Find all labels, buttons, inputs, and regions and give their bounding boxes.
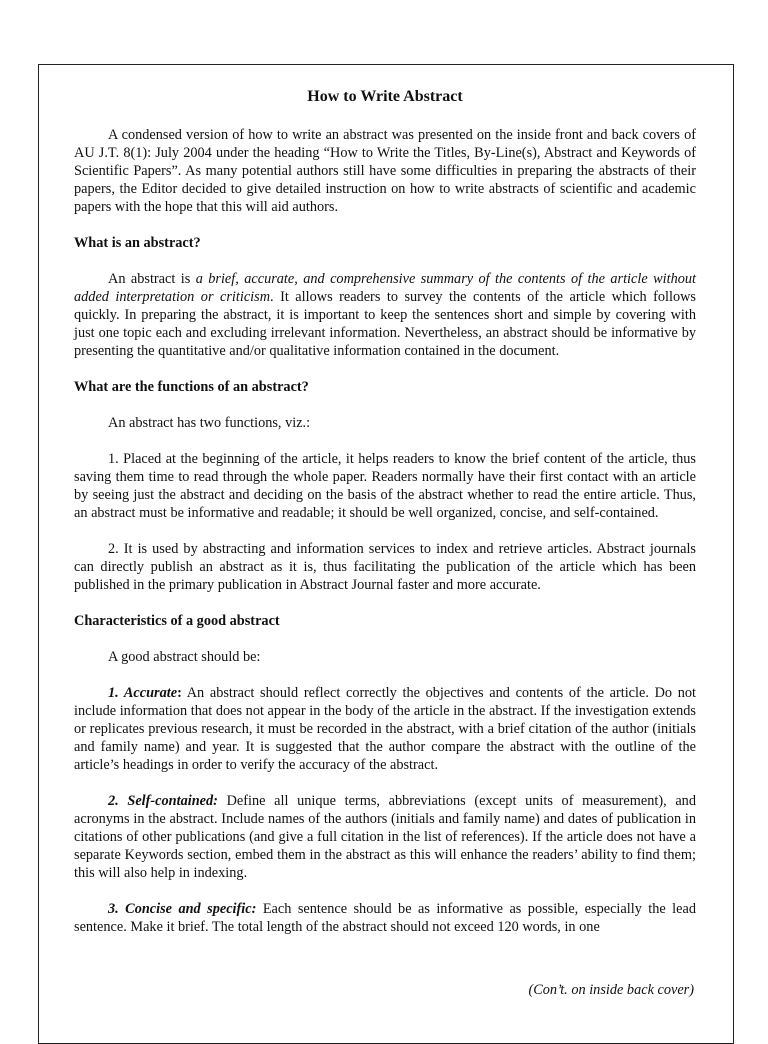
page-title: How to Write Abstract [307,88,463,105]
section-heading-characteristics: Characteristics of a good abstract [74,613,280,629]
characteristics-lead: A good abstract should be: [108,649,261,665]
definition-lead: An abstract is [108,271,196,287]
concise-text: Each sentence should be as informative as possible, especially the lead sentence. Make it brief. The total length of the abstract should not exceed 120 words, in one [74,901,696,935]
characteristic-self-contained [74,792,696,882]
characteristic-accurate [74,684,696,774]
definition-italic: a brief, accurate, and comprehensive summary of the contents of the article without added interpretation or criticism [74,271,696,305]
accurate-colon: : [177,685,182,701]
intro-paragraph: A condensed version of how to write an abstract was presented on the inside front and back covers of AU J.T. 8(1): July 2004 under the heading “How to Write the Titles, By-Line(s), Abstract and Keywords of Scientific Papers”. As many potential authors still have some difficulties in preparing the abstracts of their papers, the Editor decided to give detailed instruction on how to write abstracts of scientific and academic papers with the hope that this will aid authors. [74,127,696,215]
function-1: 1. Placed at the beginning of the article, it helps readers to know the brief content of the article, thus saving them time to read through the whole paper. Readers normally have their first contact with an article by seeing just the abstract and deciding on the basis of the abstract whether to read the entire article. Thus, an abstract must be informative and readable; it should be well organized, concise, and self-contained. [74,451,696,521]
functions-lead: An abstract has two functions, viz.: [108,415,311,431]
section-heading-functions: What are the functions of an abstract? [74,379,309,395]
accurate-text: An abstract should reflect correctly the objectives and contents of the article. Do not include information that does not appear in the body of the article in the abstract. If the investigation extends or replicates previous research, it must be recorded in the abstract, with a brief citation of the author (initials and family name) and year. It is suggested that the author compare the abstract with the outline of the article’s headings in order to verify the accuracy of the abstract. [74,685,696,773]
continued-note: (Con’t. on inside back cover) [528,982,694,998]
self-contained-label: 2. Self-contained: [108,793,218,809]
function-2: 2. It is used by abstracting and information services to index and retrieve articles. Abstract journals can directly publish an abstract as it is, thus facilitating the publication of the article which has been published in the primary publication in Abstract Journal faster and more accurate. [74,541,696,593]
self-contained-text: Define all unique terms, abbreviations (except units of measurement), and acronyms in the abstract. Include names of the authors (initials and family name) and dates of publication in citations of other publications (and give a full citation in the list of references). If the article does not have a separate Keywords section, embed them in the abstract as this will enhance the readers’ ability to find them; this will also help in indexing. [74,793,696,881]
characteristic-concise [74,900,696,936]
document-body [74,86,696,954]
concise-label: 3. Concise and specific: [108,901,257,917]
definition-paragraph [74,270,696,360]
section-heading-what-is: What is an abstract? [74,235,201,251]
definition-rest: . It allows readers to survey the contents of the article which follows quickly. In preparing the abstract, it is important to keep the sentences short and simple by covering with just one topic each and excluding irrelevant information. Nevertheless, an abstract should be informative by presenting the quantitative and/or qualitative information contained in the document. [74,289,696,359]
accurate-label: 1. Accurate [108,685,178,701]
